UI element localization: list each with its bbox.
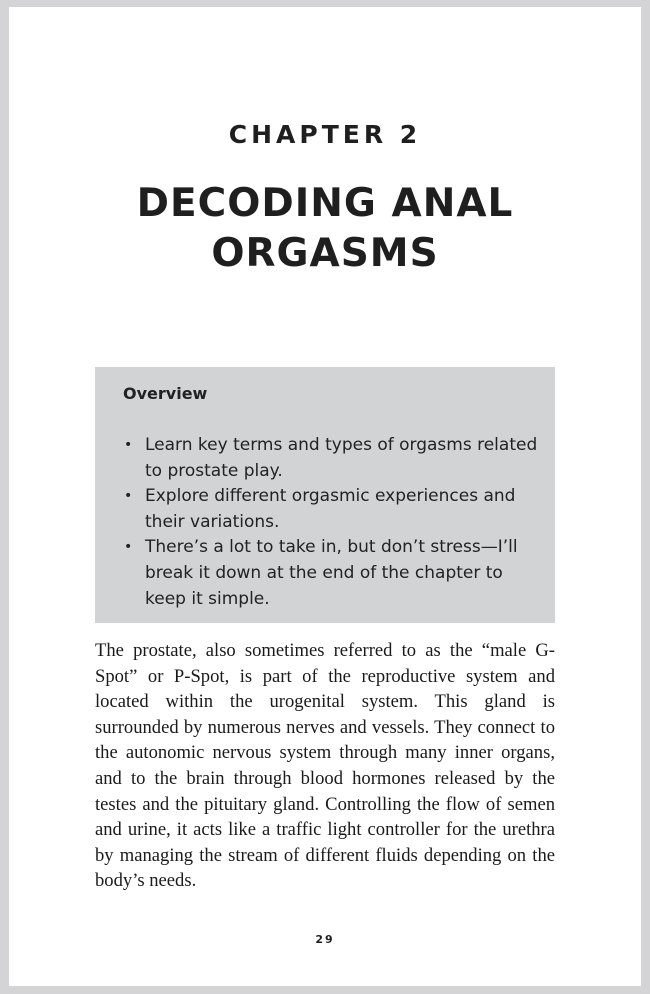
chapter-title-line-1: DECODING ANAL	[136, 181, 514, 226]
overview-item	[123, 535, 543, 612]
overview-list	[123, 433, 543, 612]
overview-item-text: Explore different orgasmic experiences and their variations.	[145, 486, 516, 532]
chapter-title-line-2: ORGASMS	[211, 231, 439, 276]
chapter-label: CHAPTER 2	[228, 120, 422, 149]
overview-item-text: Learn key terms and types of orgasms related to prostate play.	[145, 435, 538, 481]
bullet-icon: •	[124, 437, 133, 453]
bullet-icon: •	[124, 488, 133, 505]
overview-item	[123, 433, 543, 484]
bullet-icon: •	[124, 539, 133, 556]
book-page	[9, 7, 641, 986]
body-paragraph: The prostate, also sometimes referred to as the “male G-Spot” or P-Spot, is part of the reproductive system and located within the urogenital system. This gland is surrounded by numerous nerves and vessels. They connect to the autonomic nervous system through many inner organs, and to the brain through blood hormones released by the testes and the pituitary gland. Controlling the flow of semen and urine, it acts like a traffic light controller for the urethra by managing the stream of different fluids depending on the body’s needs.	[95, 640, 555, 892]
overview-item-text: There’s a lot to take in, but don’t stress—I’ll break it down at the end of the chapter to keep it simple.	[145, 537, 518, 609]
page-number: 29	[315, 933, 335, 946]
overview-box	[95, 367, 555, 623]
overview-heading: Overview	[123, 384, 208, 403]
overview-item	[123, 484, 543, 535]
chapter-title	[9, 179, 641, 279]
